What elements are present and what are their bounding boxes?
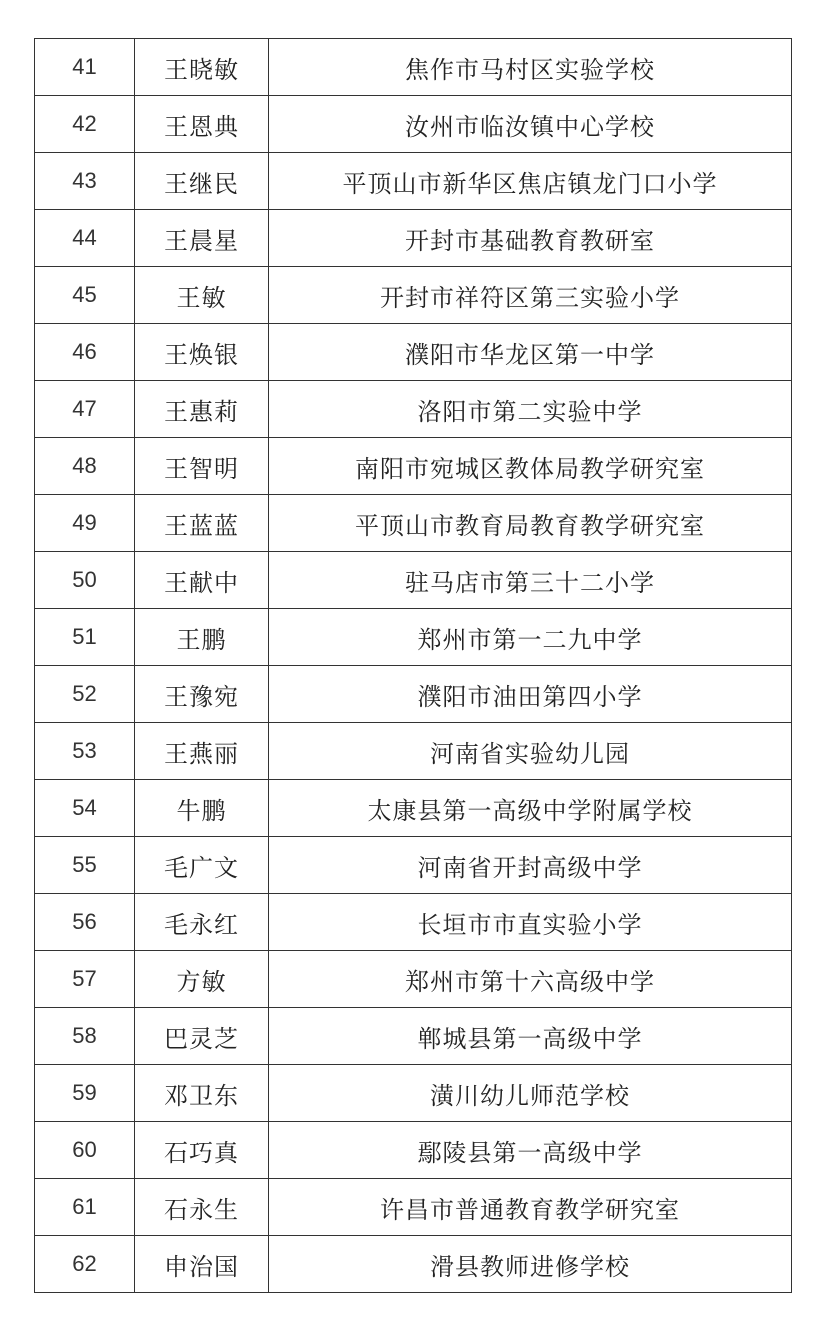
person-name-cell: 石巧真 (135, 1122, 269, 1179)
person-name-cell: 邓卫东 (135, 1065, 269, 1122)
person-name-cell: 毛永红 (135, 894, 269, 951)
row-number-cell: 52 (35, 666, 135, 723)
organization-cell: 洛阳市第二实验中学 (269, 381, 792, 438)
person-name-cell: 牛鹏 (135, 780, 269, 837)
roster-table (34, 38, 792, 1293)
organization-cell: 河南省开封高级中学 (269, 837, 792, 894)
row-number-cell: 51 (35, 609, 135, 666)
person-name-cell: 王蓝蓝 (135, 495, 269, 552)
row-number-cell: 57 (35, 951, 135, 1008)
table-row (35, 894, 792, 951)
person-name-cell: 王继民 (135, 153, 269, 210)
roster-table-container (34, 38, 791, 1293)
row-number-cell: 53 (35, 723, 135, 780)
table-row (35, 951, 792, 1008)
table-row (35, 552, 792, 609)
table-row (35, 1008, 792, 1065)
person-name-cell: 方敏 (135, 951, 269, 1008)
organization-cell: 许昌市普通教育教学研究室 (269, 1179, 792, 1236)
organization-cell: 南阳市宛城区教体局教学研究室 (269, 438, 792, 495)
row-number-cell: 62 (35, 1236, 135, 1293)
table-row (35, 1122, 792, 1179)
organization-cell: 驻马店市第三十二小学 (269, 552, 792, 609)
row-number-cell: 43 (35, 153, 135, 210)
person-name-cell: 王智明 (135, 438, 269, 495)
table-row (35, 210, 792, 267)
person-name-cell: 王焕银 (135, 324, 269, 381)
row-number-cell: 46 (35, 324, 135, 381)
organization-cell: 开封市基础教育教研室 (269, 210, 792, 267)
table-row (35, 324, 792, 381)
person-name-cell: 王豫宛 (135, 666, 269, 723)
table-row (35, 780, 792, 837)
person-name-cell: 王燕丽 (135, 723, 269, 780)
row-number-cell: 55 (35, 837, 135, 894)
row-number-cell: 41 (35, 39, 135, 96)
person-name-cell: 石永生 (135, 1179, 269, 1236)
organization-cell: 焦作市马村区实验学校 (269, 39, 792, 96)
organization-cell: 郑州市第十六高级中学 (269, 951, 792, 1008)
organization-cell: 河南省实验幼儿园 (269, 723, 792, 780)
table-row (35, 267, 792, 324)
person-name-cell: 申治国 (135, 1236, 269, 1293)
roster-table-body (35, 39, 792, 1293)
person-name-cell: 王晓敏 (135, 39, 269, 96)
person-name-cell: 巴灵芝 (135, 1008, 269, 1065)
row-number-cell: 56 (35, 894, 135, 951)
row-number-cell: 48 (35, 438, 135, 495)
person-name-cell: 王鹏 (135, 609, 269, 666)
organization-cell: 平顶山市新华区焦店镇龙门口小学 (269, 153, 792, 210)
table-row (35, 39, 792, 96)
person-name-cell: 王惠莉 (135, 381, 269, 438)
organization-cell: 汝州市临汝镇中心学校 (269, 96, 792, 153)
row-number-cell: 58 (35, 1008, 135, 1065)
row-number-cell: 60 (35, 1122, 135, 1179)
organization-cell: 郑州市第一二九中学 (269, 609, 792, 666)
organization-cell: 濮阳市华龙区第一中学 (269, 324, 792, 381)
table-row (35, 837, 792, 894)
organization-cell: 濮阳市油田第四小学 (269, 666, 792, 723)
table-row (35, 1065, 792, 1122)
person-name-cell: 王晨星 (135, 210, 269, 267)
table-row (35, 381, 792, 438)
row-number-cell: 47 (35, 381, 135, 438)
person-name-cell: 毛广文 (135, 837, 269, 894)
organization-cell: 鄢陵县第一高级中学 (269, 1122, 792, 1179)
organization-cell: 太康县第一高级中学附属学校 (269, 780, 792, 837)
row-number-cell: 49 (35, 495, 135, 552)
person-name-cell: 王敏 (135, 267, 269, 324)
table-row (35, 609, 792, 666)
organization-cell: 郸城县第一高级中学 (269, 1008, 792, 1065)
table-row (35, 438, 792, 495)
table-row (35, 723, 792, 780)
organization-cell: 滑县教师进修学校 (269, 1236, 792, 1293)
person-name-cell: 王献中 (135, 552, 269, 609)
table-row (35, 1179, 792, 1236)
table-row (35, 666, 792, 723)
person-name-cell: 王恩典 (135, 96, 269, 153)
row-number-cell: 54 (35, 780, 135, 837)
table-row (35, 96, 792, 153)
table-row (35, 153, 792, 210)
row-number-cell: 59 (35, 1065, 135, 1122)
row-number-cell: 50 (35, 552, 135, 609)
organization-cell: 开封市祥符区第三实验小学 (269, 267, 792, 324)
table-row (35, 495, 792, 552)
table-row (35, 1236, 792, 1293)
organization-cell: 平顶山市教育局教育教学研究室 (269, 495, 792, 552)
row-number-cell: 42 (35, 96, 135, 153)
organization-cell: 潢川幼儿师范学校 (269, 1065, 792, 1122)
organization-cell: 长垣市市直实验小学 (269, 894, 792, 951)
row-number-cell: 45 (35, 267, 135, 324)
row-number-cell: 61 (35, 1179, 135, 1236)
row-number-cell: 44 (35, 210, 135, 267)
